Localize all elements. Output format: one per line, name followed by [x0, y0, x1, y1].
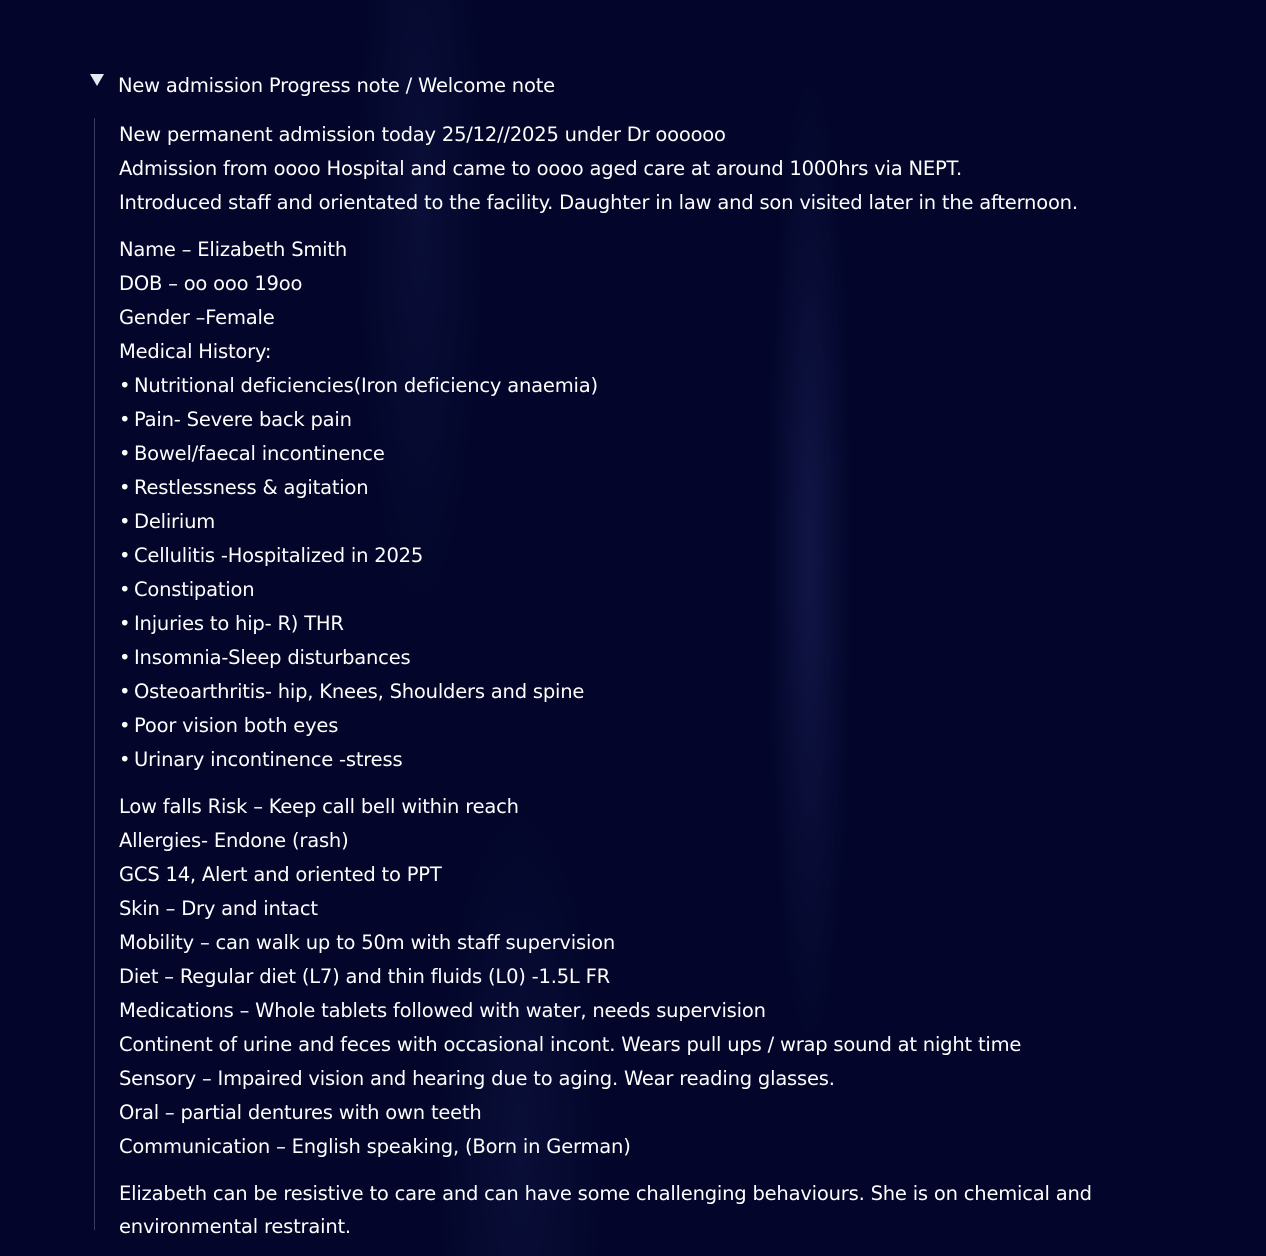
bullet: • [119, 408, 131, 431]
history-item: • Nutritional deficiencies(Iron deficiency anaemia) [119, 369, 1194, 403]
bullet: • [119, 646, 131, 669]
assessment-line: GCS 14, Alert and oriented to PPT [119, 863, 442, 886]
history-item: • Injuries to hip- R) THR [119, 607, 1194, 641]
history-item: • Poor vision both eyes [119, 709, 1194, 743]
medical-history-heading: Medical History: [119, 340, 272, 363]
history-item: • Cellulitis -Hospitalized in 2025 [119, 539, 1194, 573]
assessment-line: Skin – Dry and intact [119, 897, 318, 920]
gender-line: Gender –Female [119, 306, 275, 329]
history-item: • Urinary incontinence -stress [119, 743, 1194, 777]
bullet: • [119, 374, 131, 397]
name-line: Name – Elizabeth Smith [119, 238, 347, 261]
intro-paragraph [119, 118, 1194, 220]
summary-title[interactable]: New admission Progress note / Welcome note [118, 74, 555, 97]
assessment-line: Sensory – Impaired vision and hearing due to aging. Wear reading glasses. [119, 1067, 835, 1090]
assessment-line: Medications – Whole tablets followed with water, needs supervision [119, 999, 766, 1022]
dob-line: DOB – oo ooo 19oo [119, 272, 303, 295]
bullet: • [119, 510, 131, 533]
bullet: • [119, 714, 131, 737]
intro-line: Introduced staff and orientated to the facility. Daughter in law and son visited later in the afternoon. [119, 191, 1078, 214]
assessment-line: Continent of urine and feces with occasional incont. Wears pull ups / wrap sound at night time [119, 1033, 1022, 1056]
intro-line: New permanent admission today 25/12//2025 under Dr oooooo [119, 123, 726, 146]
bullet: • [119, 612, 131, 635]
history-item: • Insomnia-Sleep disturbances [119, 641, 1194, 675]
bullet: • [119, 748, 131, 771]
history-item: • Osteoarthritis- hip, Knees, Shoulders and spine [119, 675, 1194, 709]
history-item: • Constipation [119, 573, 1194, 607]
bullet: • [119, 578, 131, 601]
bullet: • [119, 476, 131, 499]
assessment-line: Diet – Regular diet (L7) and thin fluids (L0) -1.5L FR [119, 965, 610, 988]
assessment-line: Oral – partial dentures with own teeth [119, 1101, 482, 1124]
assessment-line: Mobility – can walk up to 50m with staff supervision [119, 931, 616, 954]
bullet: • [119, 442, 131, 465]
intro-line: Admission from oooo Hospital and came to oooo aged care at around 1000hrs via NEPT. [119, 157, 962, 180]
details-summary-toggle[interactable] [90, 72, 555, 97]
history-item: • Bowel/faecal incontinence [119, 437, 1194, 471]
closing-paragraph: Elizabeth can be resistive to care and can have some challenging behaviours. She is on chemical and environmental restraint. [119, 1182, 1092, 1238]
assessment-section [119, 790, 1194, 1164]
bullet: • [119, 680, 131, 703]
history-item: • Restlessness & agitation [119, 471, 1194, 505]
patient-details [119, 233, 1194, 777]
history-item: • Delirium [119, 505, 1194, 539]
triangle-down-icon[interactable] [90, 74, 104, 86]
history-item: • Pain- Severe back pain [119, 403, 1194, 437]
bullet: • [119, 544, 131, 567]
details-content [94, 118, 1194, 1238]
assessment-line: Allergies- Endone (rash) [119, 829, 349, 852]
assessment-line: Communication – English speaking, (Born in German) [119, 1135, 631, 1158]
assessment-line: Low falls Risk – Keep call bell within reach [119, 795, 519, 818]
